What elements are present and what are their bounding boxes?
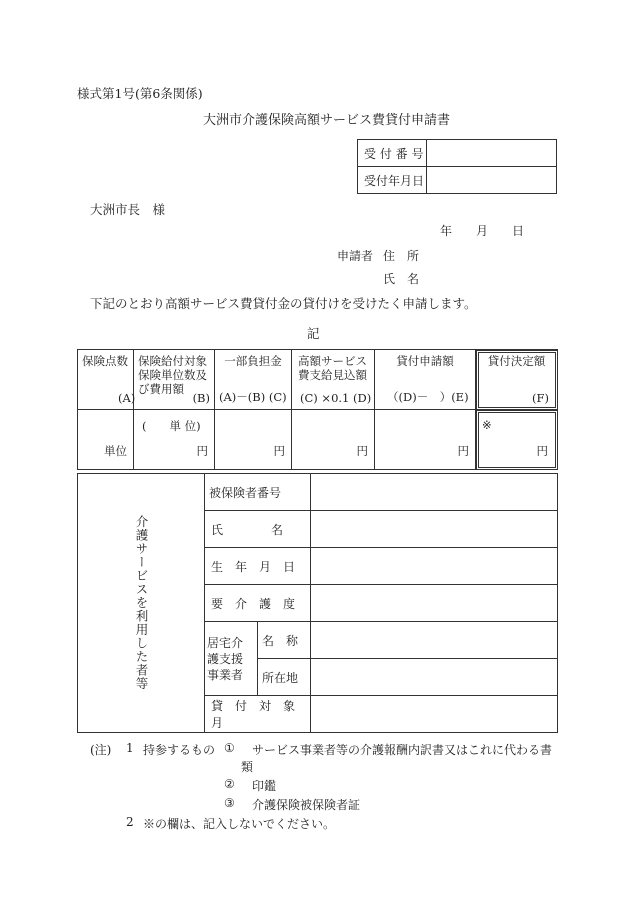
row-name-field[interactable]	[311, 511, 558, 548]
value-decision	[476, 410, 558, 470]
info-table	[77, 473, 558, 733]
value-units[interactable]	[134, 410, 215, 470]
page-title: 大洲市介護保険高額サービス費貸付申請書	[203, 113, 451, 128]
reception-date-field[interactable]	[427, 167, 557, 194]
row-care-level-field[interactable]	[311, 585, 558, 622]
row-insured-number-field[interactable]	[311, 474, 558, 511]
applicant-label: 申請者	[337, 249, 374, 263]
yen-label-d: 円	[356, 444, 368, 458]
notes-2-text: ※の欄は、記入しないでください。	[143, 817, 336, 831]
reception-number-field[interactable]	[427, 140, 557, 167]
notes-item1-cont: 類	[241, 760, 254, 774]
provider-group-label	[205, 622, 258, 696]
applicant-name-label: 氏 名	[383, 272, 420, 286]
header-points-label: 保険点数	[82, 354, 128, 368]
ki-heading: 記	[307, 326, 320, 341]
yen-label-e: 円	[457, 444, 469, 458]
yen-label-b: 円	[196, 444, 208, 458]
header-request-code: （(D)－ ）(E)	[387, 390, 469, 404]
header-copay-label: 一部負担金	[224, 354, 282, 368]
notes-item2-mark: ②	[224, 777, 235, 791]
value-estimate[interactable]	[292, 410, 375, 470]
value-points[interactable]	[78, 410, 134, 470]
form-number: 様式第1号(第6条関係)	[77, 86, 203, 101]
row-birthdate-field[interactable]	[311, 548, 558, 585]
row-provider-address-field[interactable]	[311, 659, 558, 696]
row-provider-name-label: 名 称	[258, 622, 311, 659]
row-birthdate-label: 生 年 月 日	[205, 548, 311, 585]
header-request	[375, 350, 476, 410]
header-units-code: (B)	[192, 391, 210, 405]
header-request-label: 貸付申請額	[396, 354, 454, 368]
yen-label-c: 円	[273, 444, 285, 458]
header-points	[78, 350, 134, 410]
reception-number-label: 受 付 番 号	[358, 140, 427, 167]
header-estimate-label: 高額サービス費支給見込額	[298, 354, 367, 382]
notes-item2-text: 印鑑	[252, 779, 277, 793]
notes-1-number: 1	[126, 741, 134, 755]
notes-2-number: 2	[126, 815, 134, 829]
yen-label-f: 円	[536, 444, 548, 458]
value-request[interactable]	[375, 410, 476, 470]
applicant-address-label: 住 所	[383, 249, 420, 263]
note-mark: ※	[482, 418, 492, 432]
row-loan-month-label: 貸 付 対 象 月	[205, 696, 311, 733]
notes-1-text: 持参するもの	[143, 743, 216, 757]
provider-group-text: 居宅介護支援事業者	[207, 635, 244, 682]
reception-date-label: 受付年月日	[358, 167, 427, 194]
header-estimate	[292, 350, 375, 410]
header-copay-code: (A)－(B) (C)	[219, 390, 287, 404]
reception-table	[357, 139, 557, 194]
header-units-label: 保険給付対象保険単位数及び費用額	[138, 354, 207, 396]
notes-item1-mark: ①	[224, 741, 235, 755]
notes-item1-text: サービス事業者等の介護報酬内訳書又はこれに代わる書	[252, 743, 553, 757]
header-estimate-code: (C) ×0.1 (D)	[300, 391, 372, 405]
notes-item3-mark: ③	[224, 796, 235, 810]
unit-paren-label: ( 単 位)	[142, 419, 201, 433]
row-provider-name-field[interactable]	[311, 622, 558, 659]
header-decision-label: 貸付決定額	[487, 354, 546, 368]
header-units	[134, 350, 215, 410]
row-name-label: 氏 名	[205, 511, 311, 548]
request-text: 下記のとおり高額サービス費貸付金の貸付けを受けたく申請します。	[90, 296, 477, 311]
value-copay[interactable]	[215, 410, 292, 470]
unit-label: 単位	[104, 444, 127, 458]
notes-item3-text: 介護保険被保険者証	[252, 798, 361, 812]
header-copay	[215, 350, 292, 410]
header-decision	[476, 350, 558, 410]
row-provider-address-label: 所在地	[258, 659, 311, 696]
notes-prefix: (注)	[90, 743, 112, 757]
side-label: 介護サービスを利用した者等	[134, 515, 149, 691]
calc-table	[77, 349, 558, 470]
row-insured-number-label: 被保険者番号	[205, 474, 311, 511]
row-loan-month-field[interactable]	[311, 696, 558, 733]
side-label-cell	[78, 474, 205, 733]
header-points-code: (A)	[118, 391, 136, 405]
addressee: 大洲市長 様	[90, 202, 166, 217]
row-care-level-label: 要 介 護 度	[205, 585, 311, 622]
date-line: 年 月 日	[440, 224, 525, 238]
header-decision-code: (F)	[532, 391, 549, 405]
